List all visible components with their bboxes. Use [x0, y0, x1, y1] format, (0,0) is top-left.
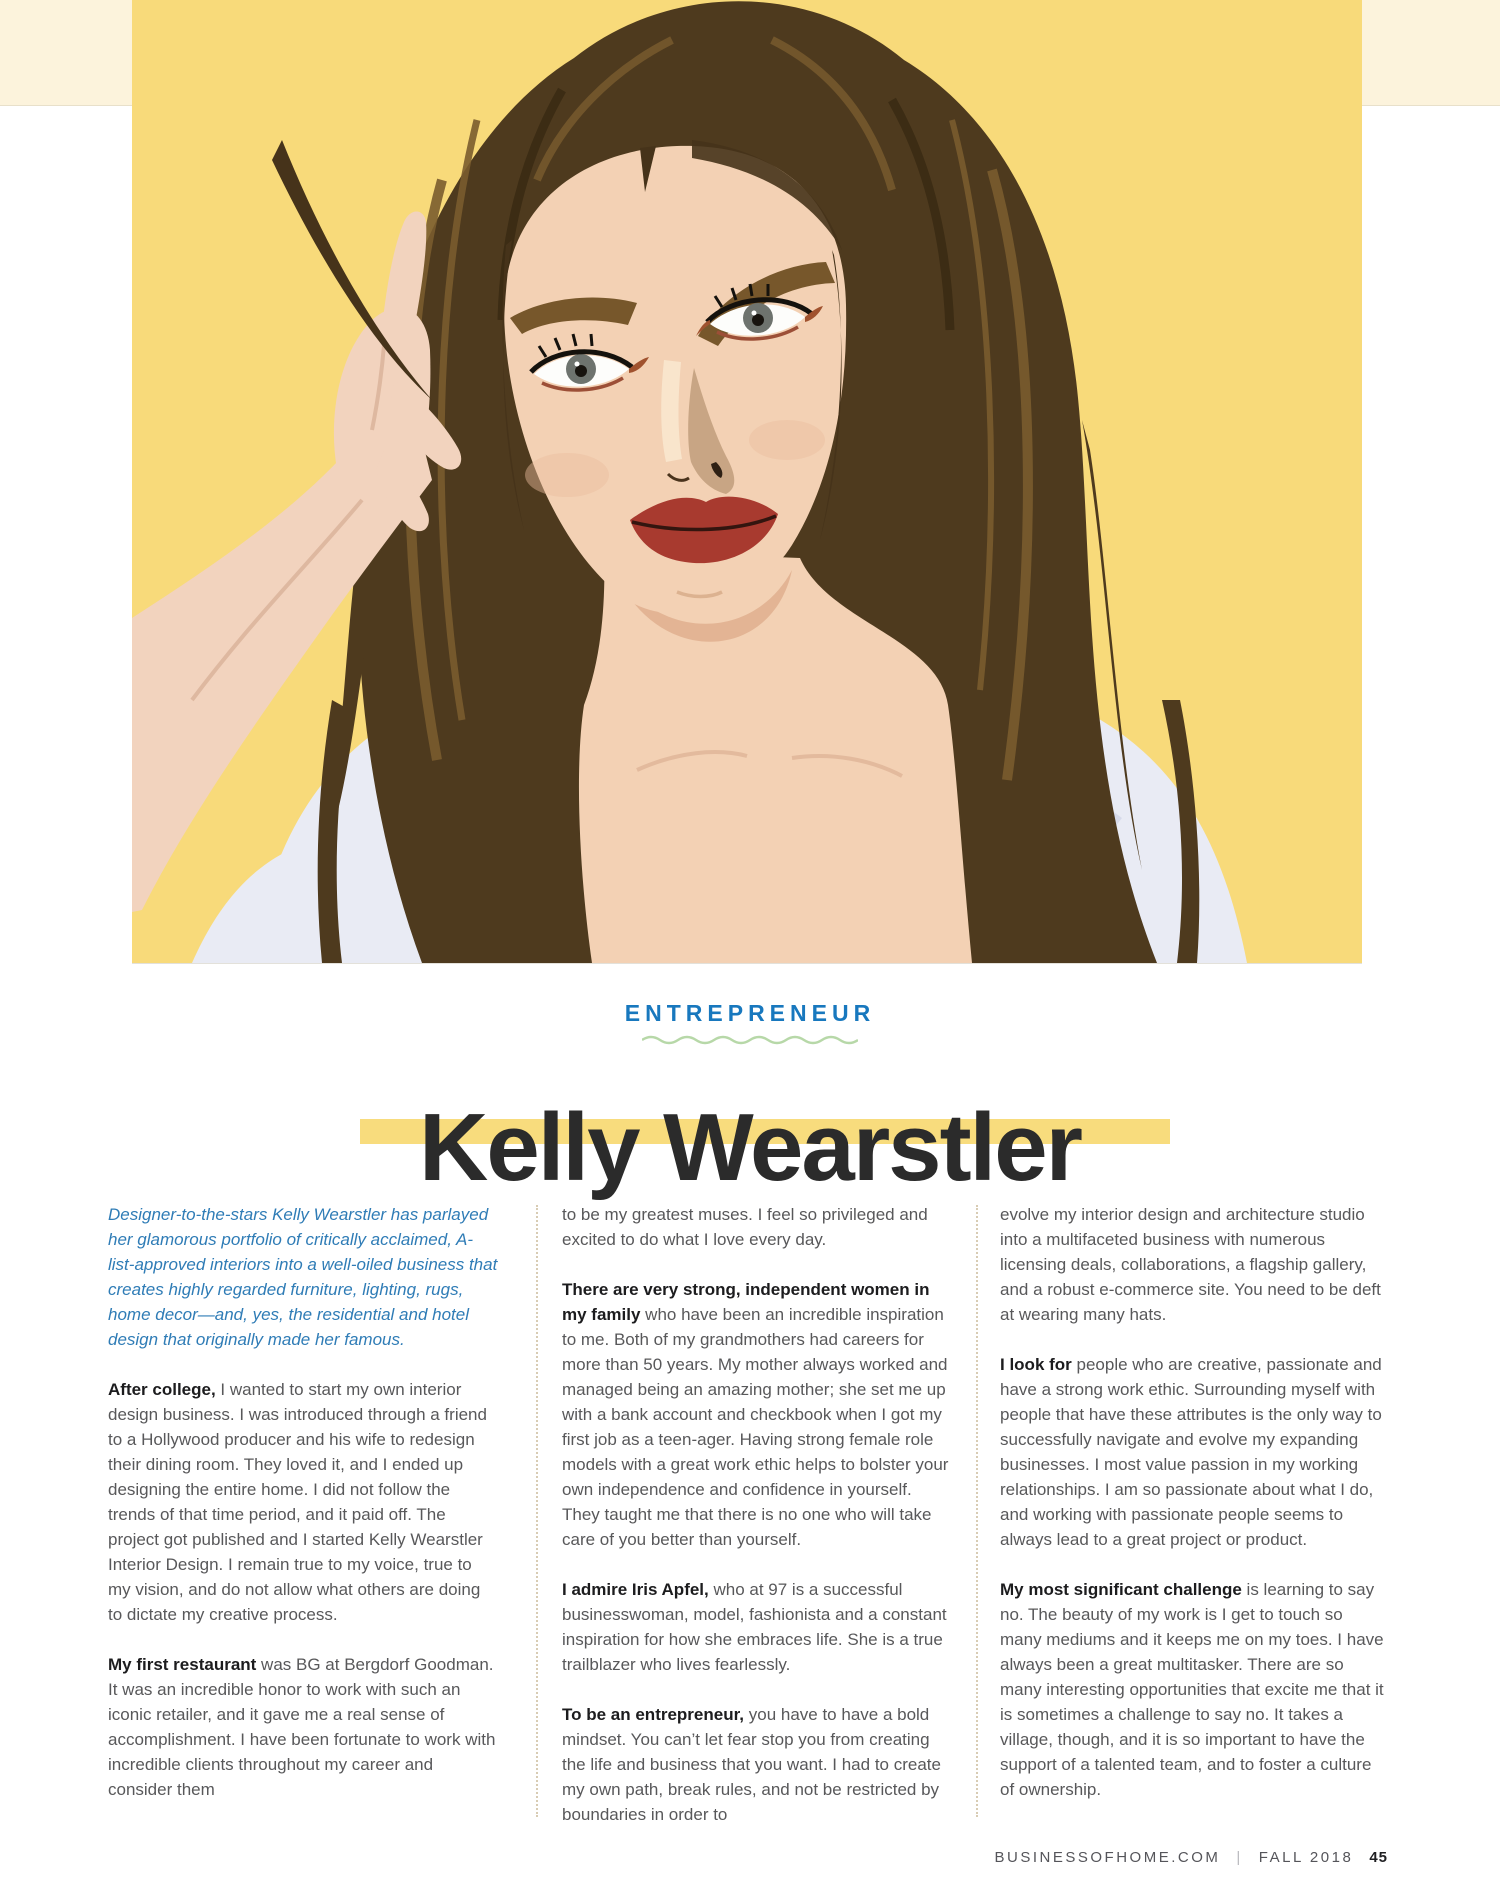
- paragraph: [108, 1652, 498, 1802]
- article-column-1: [108, 1202, 498, 1827]
- footer-page-number: 45: [1369, 1849, 1388, 1866]
- kicker: ENTREPRENEUR: [624, 1000, 876, 1026]
- page-title: Kelly Wearstler: [419, 1094, 1081, 1202]
- kicker-wave-underline: [110, 1033, 1390, 1051]
- paragraph: [562, 1702, 952, 1827]
- wave-icon: [642, 1034, 858, 1046]
- paragraph-lead: My most significant challenge: [1000, 1580, 1242, 1599]
- paragraph: [562, 1277, 952, 1552]
- paragraph-lead: I admire Iris Apfel,: [562, 1580, 709, 1599]
- paragraph: [562, 1577, 952, 1677]
- paragraph-text: evolve my interior design and architecture studio into a multifaceted business with numerous licensing deals, collaborations, a flagship gallery, and a robust e-commerce site. You need to be deft at wearing many hats.: [1000, 1205, 1381, 1324]
- paragraph-lead: There are very strong, independent women in my family: [562, 1280, 930, 1324]
- paragraph: [1000, 1577, 1388, 1802]
- footer-site: BUSINESSOFHOME.COM: [994, 1849, 1221, 1866]
- paragraph: [108, 1377, 498, 1627]
- paragraph-lead: My first restaurant: [108, 1655, 257, 1674]
- column-divider: [536, 1205, 538, 1817]
- article-column-2: [562, 1202, 952, 1852]
- paragraph-text: people who are creative, passionate and have a strong work ethic. Surrounding myself with people that have these attributes is the only way to successfully navigate and evolve my expanding businesses. I most value passion in my working relationships. I am so passionate about what I do, and working with passionate people seems to always lead to a great project or product.: [1000, 1355, 1382, 1549]
- page-footer: [995, 1849, 1388, 1866]
- paragraph-text: Designer-to-the-stars Kelly Wearstler has parlayed her glamorous portfolio of critically acclaimed, A-list-approved interiors into a well-oiled business that creates highly regarded furniture, lighting, rugs, home decor—and, yes, the residential and hotel design that originally made her famous.: [108, 1205, 498, 1349]
- paragraph-text: is learning to say no. The beauty of my work is I get to touch so many mediums and it keeps me on my toes. I have always been a great multitasker. There are so many interesting opportunities that excite me that it is sometimes a challenge to say no. It takes a village, though, and it is so important to have the support of a talented team, and to foster a culture of ownership.: [1000, 1580, 1384, 1799]
- intro-paragraph: [108, 1202, 498, 1352]
- paragraph-text: you have to have a bold mindset. You can’t let fear stop you from creating the life and business that you want. I had to create my own path, break rules, and not be restricted by boundaries in order to: [562, 1705, 941, 1824]
- paragraph: [1000, 1352, 1388, 1552]
- paragraph-text: was BG at Bergdorf Goodman. It was an incredible honor to work with such an iconic retailer, and it gave me a real sense of accomplishment. I have been fortunate to work with incredible clients throughout my career and consider them: [108, 1655, 496, 1799]
- column-divider: [976, 1205, 978, 1817]
- paragraph-lead: To be an entrepreneur,: [562, 1705, 745, 1724]
- paragraph-text: I wanted to start my own interior design business. I was introduced through a friend to a Hollywood producer and his wife to redesign their dining room. They loved it, and I ended up designing the entire home. I did not follow the trends of that time period, and it paid off. The project got published and I started Kelly Wearstler Interior Design. I remain true to my voice, true to my vision, and do not allow what others are doing to dictate my creative process.: [108, 1380, 487, 1624]
- paragraph: [562, 1202, 952, 1252]
- article-column-3: [1000, 1202, 1388, 1827]
- paragraph: [1000, 1202, 1388, 1327]
- portrait-illustration: [132, 0, 1362, 964]
- paragraph-text: to be my greatest muses. I feel so privileged and excited to do what I love every day.: [562, 1205, 928, 1249]
- kelly-wearstler-illustration: [132, 0, 1362, 963]
- footer-issue: FALL 2018: [1258, 1849, 1354, 1866]
- paragraph-lead: After college,: [108, 1380, 216, 1399]
- paragraph-lead: I look for: [1000, 1355, 1072, 1374]
- paragraph-text: who at 97 is a successful businesswoman, model, fashionista and a constant inspiration for how she embraces life. She is a true trailblazer who lives fearlessly.: [562, 1580, 947, 1674]
- footer-separator: |: [1236, 1849, 1243, 1866]
- paragraph-text: who have been an incredible inspiration to me. Both of my grandmothers had careers for more than 50 years. My mother always worked and managed being an amazing mother; she set me up with a bank account and checkbook when I got my first job as a teen-ager. Having strong female role models with a great work ethic helps to bolster your own independence and confidence in yourself. They taught me that there is no one who will take care of you better than yourself.: [562, 1305, 949, 1549]
